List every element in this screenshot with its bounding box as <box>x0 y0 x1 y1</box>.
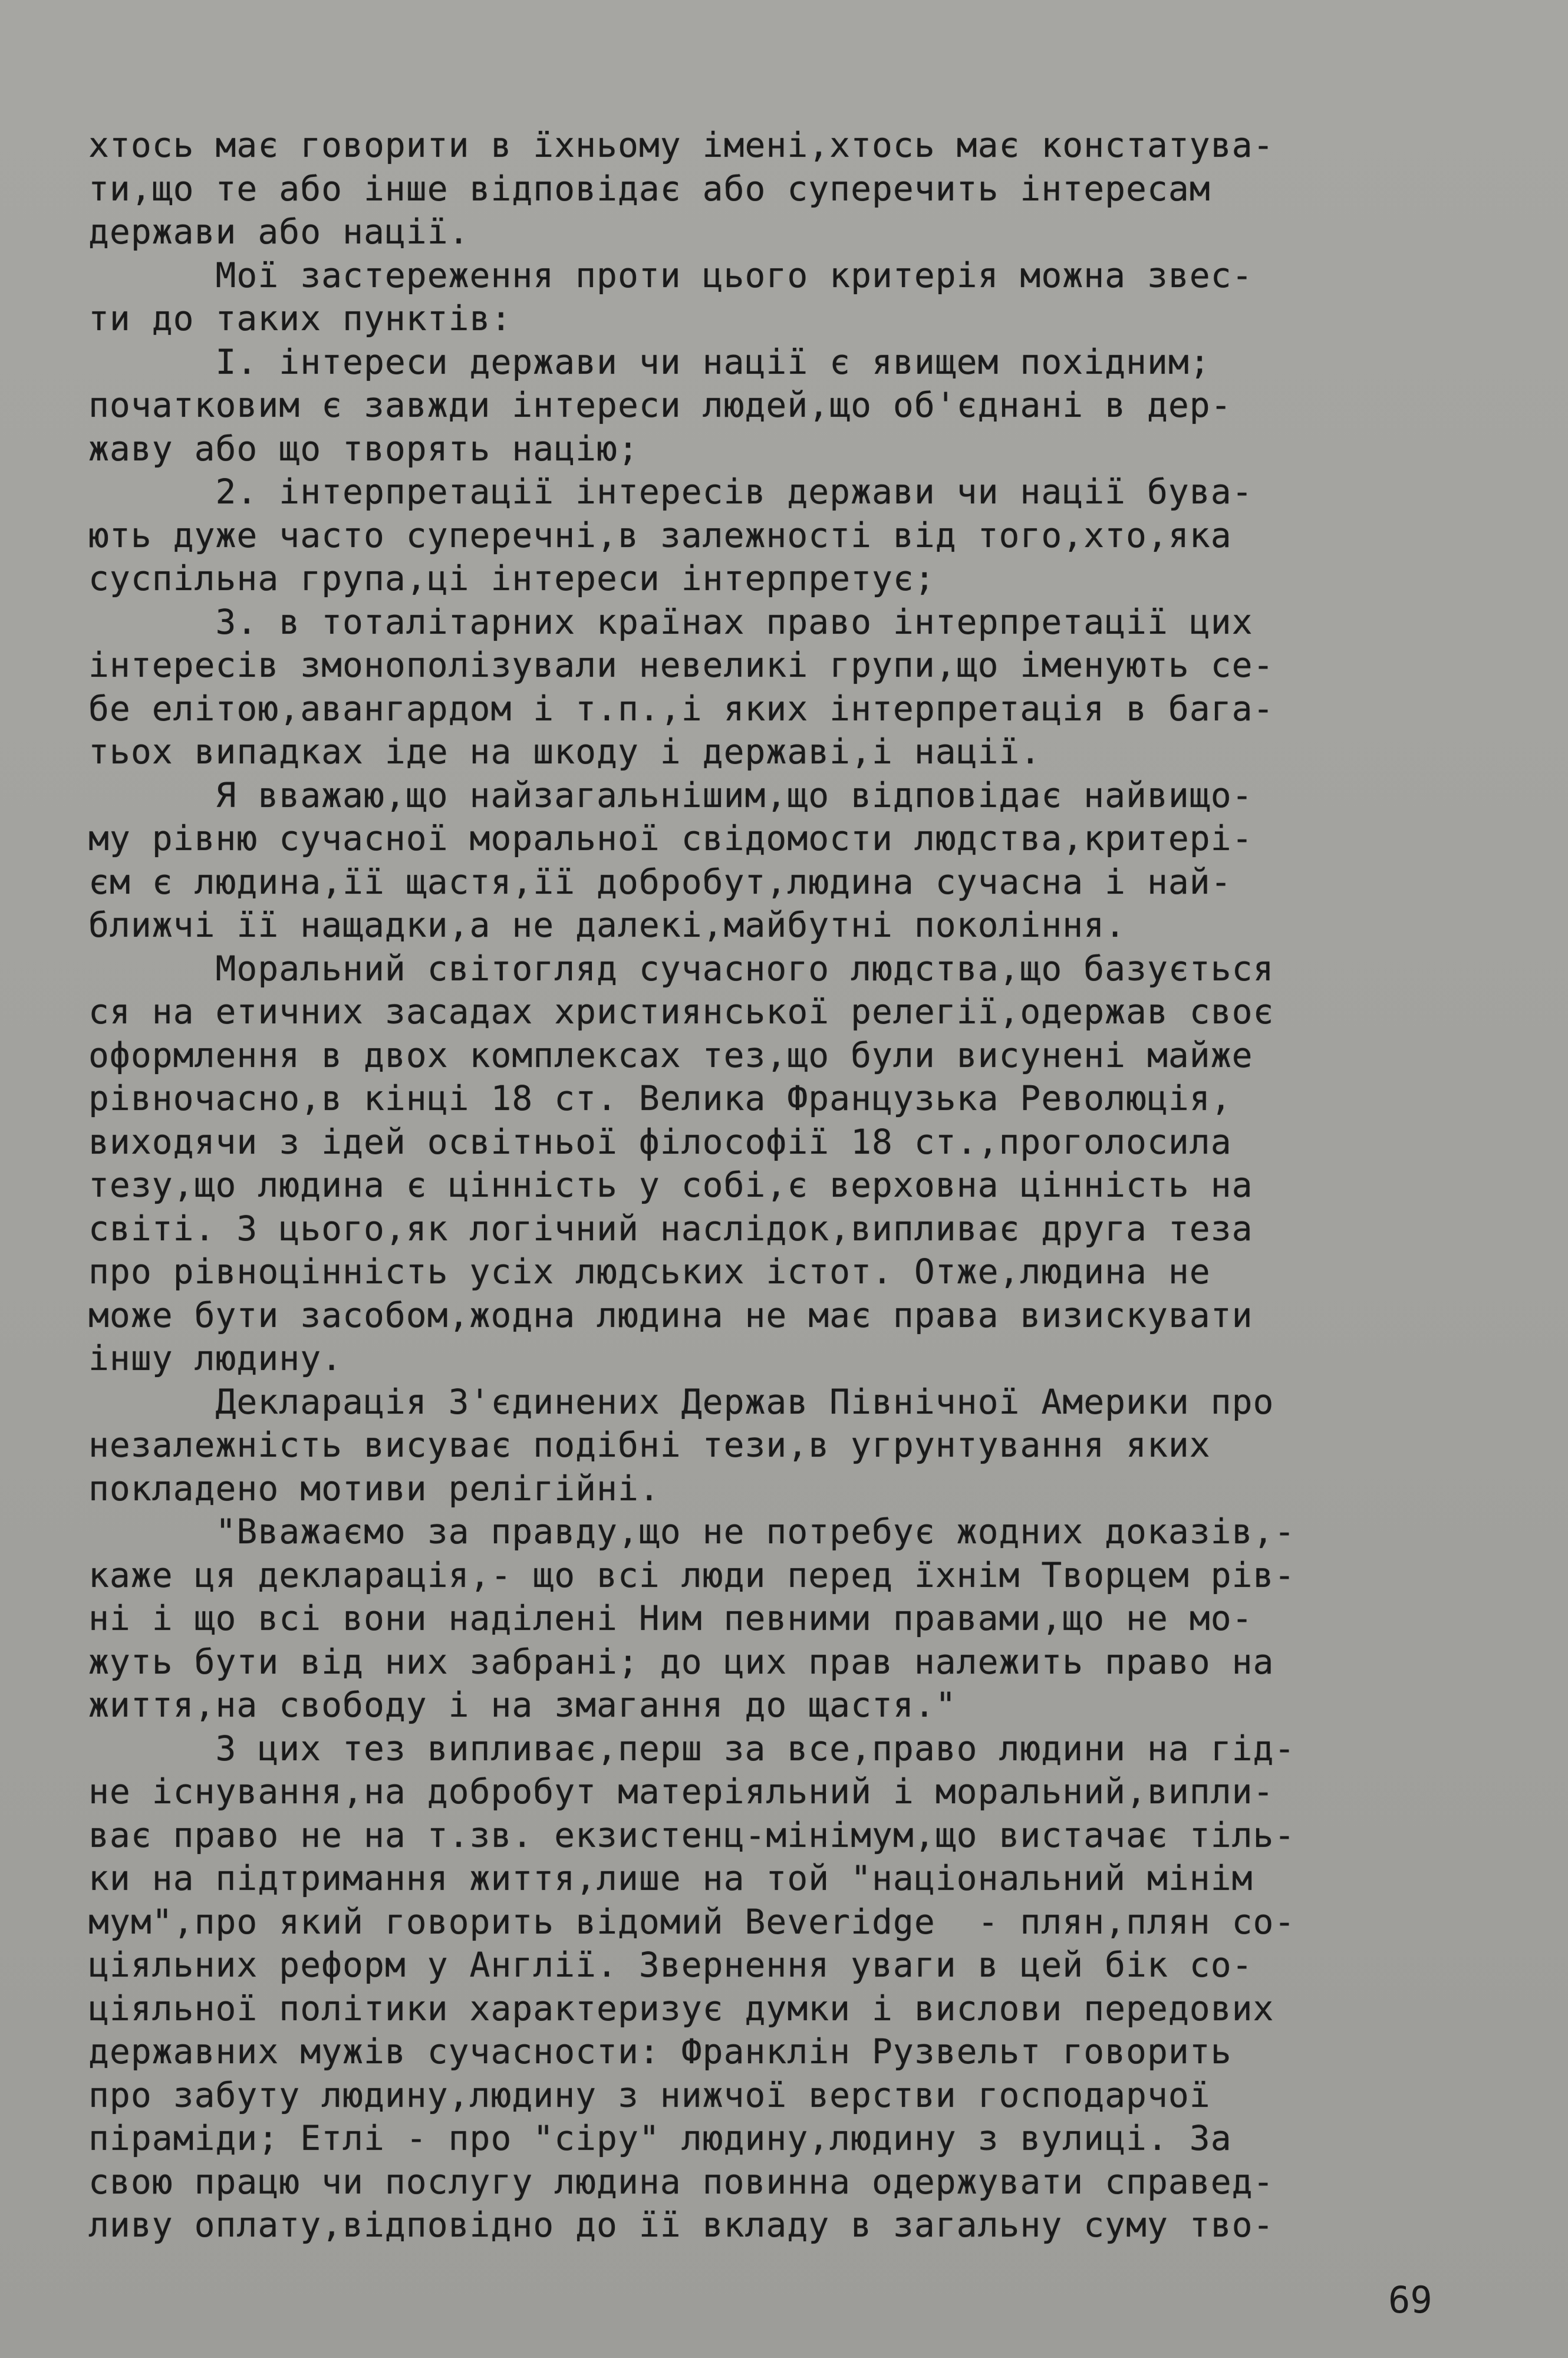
text-line: тьох випадках іде на шкоду і державі,і нації. <box>88 732 1042 772</box>
text-line: ціяльної політики характеризує думки і вислови передових <box>88 1988 1274 2028</box>
text-line: може бути засобом,жодна людина не має права визискувати <box>88 1295 1253 1335</box>
text-line: тезу,що людина є цінність у собі,є верховна цінність на <box>88 1165 1253 1205</box>
text-line: виходячи з ідей освітньої філософії 18 ст.,проголосила <box>88 1121 1232 1162</box>
text-line: єм є людина,її щастя,її добробут,людина сучасна і най- <box>88 861 1232 902</box>
text-line: "Вважаємо за правду,що не потребує жодних доказів,- <box>88 1511 1296 1552</box>
text-line: незалежність висуває подібні тези,в угрунтування яких <box>88 1425 1211 1465</box>
text-line: хтось має говорити в їхньому імені,хтось має констатува- <box>88 125 1274 165</box>
text-line: не існування,на добробут матеріяльний і моральний,випли- <box>88 1771 1274 1812</box>
text-line: оформлення в двох комплексах тез,що були висунені майже <box>88 1035 1253 1075</box>
text-line: суспільна група,ці інтереси інтерпретує; <box>88 558 935 598</box>
text-line: іншу людину. <box>88 1338 343 1378</box>
text-line: ти,що те або інше відповідає або суперечить інтересам <box>88 168 1211 209</box>
text-line: піраміди; Етлі - про "сіру" людину,людину з вулиці. За <box>88 2118 1232 2158</box>
text-line: Моральний світогляд сучасного людства,що базується <box>88 948 1274 989</box>
text-line: Декларація З'єдинених Держав Північної Америки про <box>88 1381 1274 1422</box>
text-line: З цих тез випливає,перш за все,право людини на гід- <box>88 1728 1296 1768</box>
text-line: ти до таких пунктів: <box>88 298 512 338</box>
text-line: ні і що всі вони наділені Ним певними правами,що не мо- <box>88 1598 1253 1638</box>
text-line: мум",про який говорить відомий Beveridge - плян,плян со- <box>88 1901 1296 1942</box>
text-line: ближчі її нащадки,а не далекі,майбутні покоління. <box>88 905 1126 945</box>
text-line: державних мужів сучасности: Франклін Рузвельт говорить <box>88 2031 1232 2072</box>
body-text <box>88 124 1515 2247</box>
text-line: світі. З цього,як логічний наслідок,випливає друга теза <box>88 1208 1253 1249</box>
text-line: ся на етичних засадах християнської релегії,одержав своє <box>88 992 1274 1032</box>
text-line: рівночасно,в кінці 18 ст. Велика Французька Революція, <box>88 1078 1232 1118</box>
page-number: 69 <box>1388 2278 1432 2321</box>
text-line: ки на підтримання життя,лише на той "національний мінім <box>88 1858 1253 1898</box>
text-line: му рівню сучасної моральної свідомости людства,критері- <box>88 818 1253 858</box>
text-line: жаву або що творять націю; <box>88 428 639 469</box>
text-line: покладено мотиви релігійні. <box>88 1468 660 1509</box>
text-line: про забуту людину,людину з нижчої верстви господарчої <box>88 2074 1211 2115</box>
text-line: бе елітою,авангардом і т.п.,і яких інтерпретація в бага- <box>88 688 1274 729</box>
text-line: Мої застереження проти цього критерія можна звес- <box>88 255 1253 295</box>
text-line: інтересів змонополізували невеликі групи,що іменують се- <box>88 645 1274 685</box>
text-line: ливу оплату,відповідно до її вкладу в загальну суму тво- <box>88 2205 1274 2245</box>
text-line: І. інтереси держави чи нації є явищем похідним; <box>88 341 1211 382</box>
text-line: початковим є завжди інтереси людей,що об'єднані в дер- <box>88 385 1232 425</box>
text-line: Я вважаю,що найзагальнішим,що відповідає найвищо- <box>88 775 1253 815</box>
text-line: 3. в тоталітарних країнах право інтерпретації цих <box>88 601 1253 642</box>
text-line: ціяльних реформ у Англії. Звернення уваги в цей бік со- <box>88 1945 1253 1985</box>
text-line: про рівноцінність усіх людських істот. Отже,людина не <box>88 1252 1211 1292</box>
text-line: ває право не на т.зв. екзистенц-мінімум,що вистачає тіль- <box>88 1814 1296 1855</box>
text-line: 2. інтерпретації інтересів держави чи нації бува- <box>88 472 1253 512</box>
text-line: життя,на свободу і на змагання до щастя." <box>88 1685 957 1725</box>
text-line: ють дуже часто суперечні,в залежності від того,хто,яка <box>88 515 1232 555</box>
text-line: свою працю чи послугу людина повинна одержувати справед- <box>88 2161 1274 2202</box>
text-line: жуть бути від них забрані; до цих прав належить право на <box>88 1641 1274 1682</box>
text-line: каже ця декларація,- що всі люди перед їхнім Творцем рів- <box>88 1555 1296 1595</box>
text-line: держави або нації. <box>88 212 470 252</box>
